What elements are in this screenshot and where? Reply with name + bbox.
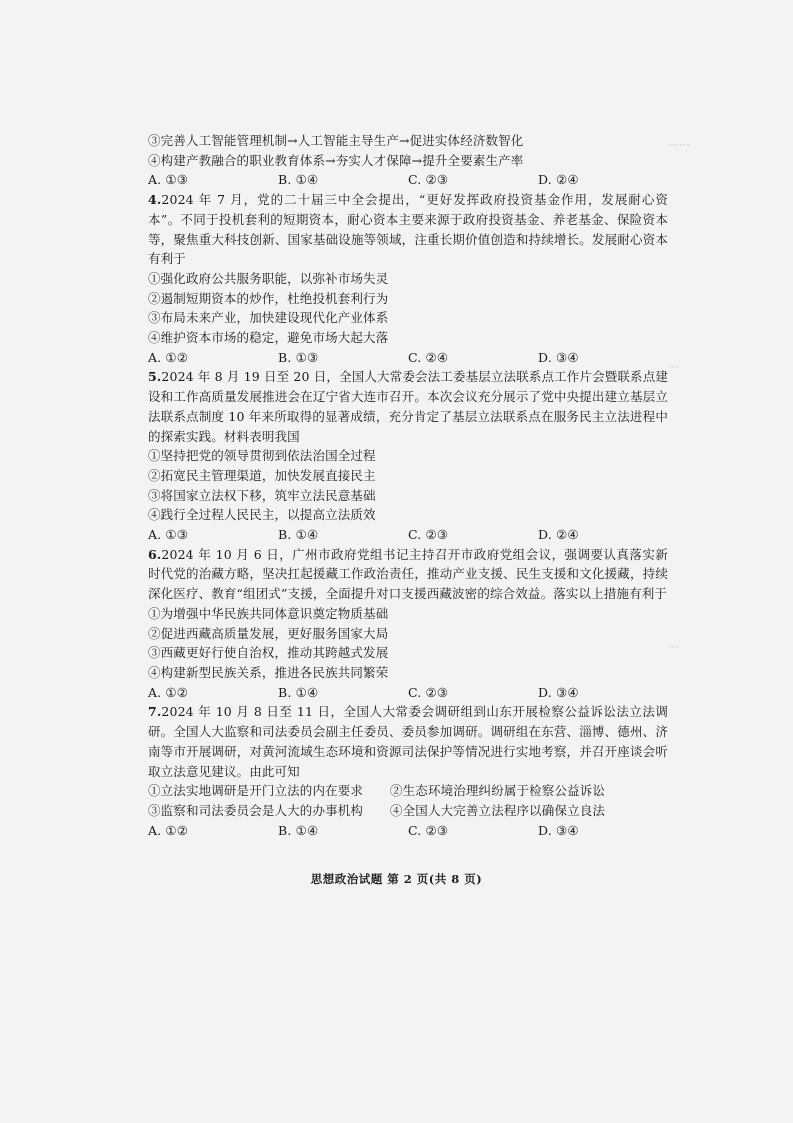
choice-c: C. ②④ <box>408 349 449 365</box>
question-4 <box>148 190 668 367</box>
option-item: ④践行全过程人民民主，以提高立法质效 <box>148 507 376 523</box>
option-item: ②遏制短期资本的炒作，杜绝投机套利行为 <box>148 290 389 306</box>
answer-choices <box>148 525 668 545</box>
choice-b: B. ①③ <box>278 349 319 365</box>
choice-c: C. ②③ <box>408 684 449 700</box>
choice-d: D. ③④ <box>538 349 579 365</box>
option-item: ④全国人大完善立法程序以确保立良法 <box>390 802 606 818</box>
choice-d: D. ②④ <box>538 172 579 188</box>
choice-a: A. ①② <box>148 822 189 838</box>
answer-choices <box>148 821 668 841</box>
choice-c: C. ②③ <box>408 527 449 543</box>
choice-d: D. ②④ <box>538 527 579 543</box>
question-number: 4. <box>148 192 162 208</box>
question-number: 6. <box>148 546 162 562</box>
choice-b: B. ①④ <box>278 822 319 838</box>
option-item: ③布局未来产业，加快建设现代化产业体系 <box>148 310 389 326</box>
choice-d: D. ③④ <box>538 684 579 700</box>
choice-c: C. ②③ <box>408 172 449 188</box>
question-stem-text: 2024 年 8 月 19 日至 20 日，全国人大常委会法工委基层立法联系点工作片会暨联系点建设和工作高质量发展推进会在辽宁省大连市召开。本次会议充分展示了党中央提出建立基层立法联系点制度 10 年来所取得的显著成绩，充分肯定了基层立法联系点在服务民主立法进程中的探索实践。材料表明我国 <box>148 369 668 444</box>
choice-a: A. ①② <box>148 684 189 700</box>
answer-choices <box>148 683 668 703</box>
option-item: ②拓宽民主管理渠道，加快发展直接民主 <box>148 467 376 483</box>
option-item: ④维护资本市场的稳定，避免市场大起大落 <box>148 330 389 346</box>
choice-c: C. ②③ <box>408 822 449 838</box>
choice-b: B. ①④ <box>278 684 319 700</box>
option-item: ③将国家立法权下移，筑牢立法民意基础 <box>148 487 376 503</box>
question-stem <box>148 545 668 604</box>
question-stem <box>148 367 668 446</box>
option-item: ③西藏更好行使自治权，推动其跨越式发展 <box>148 645 389 661</box>
question-7 <box>148 702 668 840</box>
choice-b: B. ①④ <box>278 172 319 188</box>
option-item: ①坚持把党的领导贯彻到依法治国全过程 <box>148 448 376 464</box>
question-stem <box>148 702 668 781</box>
page-footer: 思想政治试题 第 2 页(共 8 页) <box>310 872 483 886</box>
question-number: 7. <box>148 704 162 720</box>
option-item: ①强化政府公共服务职能，以弥补市场失灵 <box>148 270 389 286</box>
option-item: ②生态环境治理纠纷属于检察公益诉讼 <box>390 783 606 799</box>
option-item: ①立法实地调研是开门立法的内在要求 <box>148 783 364 799</box>
choice-b: B. ①④ <box>278 527 319 543</box>
answer-choices <box>148 170 668 190</box>
choice-a: A. ①③ <box>148 172 189 188</box>
option-item: ④构建产教融合的职业教育体系→夯实人才保障→提升全要素生产率 <box>148 152 524 168</box>
continued-question <box>148 131 668 190</box>
option-item: ②促进西藏高质量发展，更好服务国家大局 <box>148 625 389 641</box>
choice-d: D. ③④ <box>538 822 579 838</box>
option-item: ①为增强中华民族共同体意识奠定物质基础 <box>148 605 389 621</box>
option-pair <box>148 781 668 801</box>
bleed-through-mark: ⋯⋯ <box>668 138 690 151</box>
bleed-through-mark: ⋯ <box>668 360 679 373</box>
option-pair <box>148 801 668 821</box>
question-stem-text: 2024 年 10 月 8 日至 11 日，全国人大常委会调研组到山东开展检察公益诉讼法立法调研。全国人大监察和司法委员会副主任委员、委员参加调研。调研组在东营、淄博、德州、济南等市开展调研，对黄河流域生态环境和资源司法保护等情况进行实地考察，并召开座谈会听取立法意见建议。由此可知 <box>148 704 668 779</box>
bleed-through-mark: ⋯ <box>668 640 679 653</box>
question-content <box>148 131 668 840</box>
question-stem-text: 2024 年 10 月 6 日，广州市政府党组书记主持召开市政府党组会议，强调要认真落实新时代党的治藏方略，坚决扛起援藏工作政治责任，推动产业支援、民生支援和文化援藏，持续深化医疗、教育“组团式”支援，全面提升对口支援西藏波密的综合效益。落实以上措施有利于 <box>148 546 668 602</box>
question-stem <box>148 190 668 269</box>
question-number: 5. <box>148 369 162 385</box>
option-item: ③完善人工智能管理机制→人工智能主导生产→促进实体经济数智化 <box>148 133 524 148</box>
choice-a: A. ①② <box>148 349 189 365</box>
answer-choices <box>148 348 668 368</box>
question-6 <box>148 545 668 703</box>
option-item: ③监察和司法委员会是人大的办事机构 <box>148 802 364 818</box>
question-stem-text: 2024 年 7 月，党的二十届三中全会提出，“更好发挥政府投资基金作用，发展耐心资本”。不同于投机套利的短期资本，耐心资本主要来源于政府投资基金、养老基金、保险资本等，聚焦重大科技创新、国家基础设施等领域，注重长期价值创造和持续增长。发展耐心资本有利于 <box>148 192 668 267</box>
question-5 <box>148 367 668 544</box>
choice-a: A. ①③ <box>148 527 189 543</box>
option-item: ④构建新型民族关系，推进各民族共同繁荣 <box>148 664 389 680</box>
